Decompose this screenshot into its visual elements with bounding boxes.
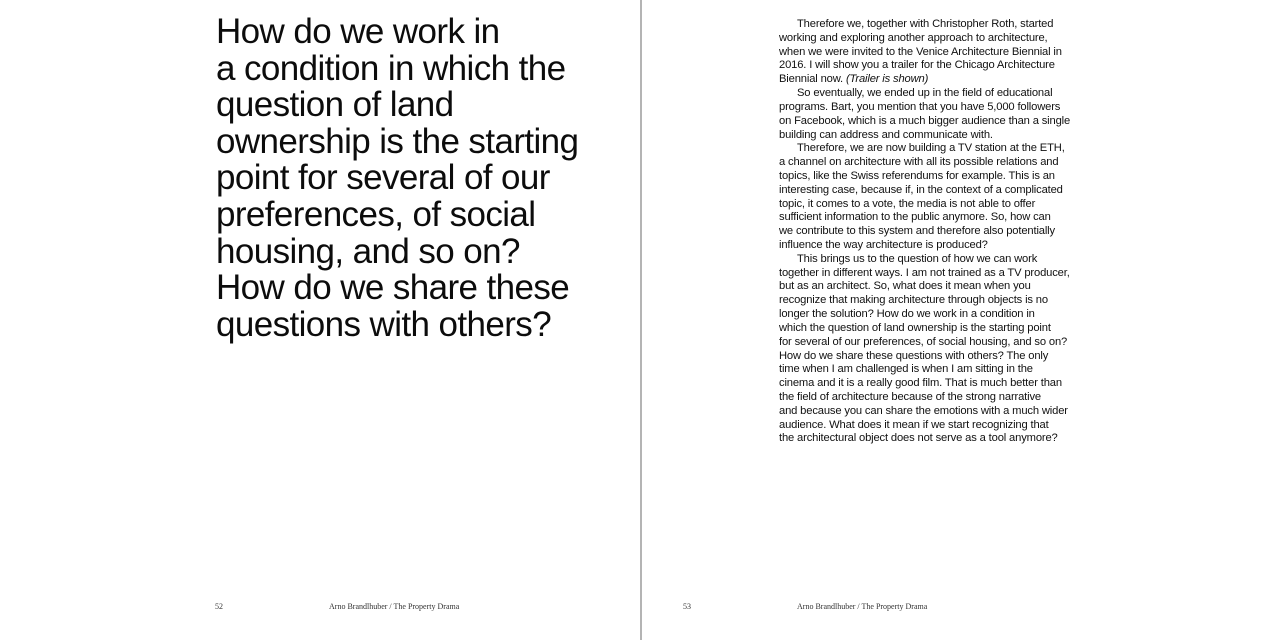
pull-quote-line: preferences, of social bbox=[216, 194, 536, 234]
text-line: topics, like the Swiss referendums for example. This is an bbox=[779, 169, 1055, 182]
page-number: 52 bbox=[215, 602, 223, 611]
body-text bbox=[779, 18, 1071, 446]
text-line: and because you can share the emotions with a much wider bbox=[779, 404, 1068, 417]
text-line: for several of our preferences, of social housing, and so on? bbox=[779, 335, 1068, 348]
paragraph bbox=[779, 87, 1071, 142]
text-line: Therefore, we are now building a TV station at the ETH, bbox=[797, 142, 1065, 155]
text-line: Therefore we, together with Christopher Roth, started bbox=[797, 18, 1054, 30]
paragraph bbox=[779, 18, 1071, 87]
text-line: building can address and communicate with. bbox=[779, 128, 993, 141]
text-fragment: Biennial now. bbox=[779, 73, 843, 86]
pull-quote-line: point for several of our bbox=[216, 158, 550, 198]
text-line: interesting case, because if, in the context of a complicated bbox=[779, 183, 1063, 196]
text-line: we contribute to this system and therefore also potentially bbox=[779, 225, 1055, 238]
text-line: when we were invited to the Venice Architecture Biennial in bbox=[779, 45, 1062, 58]
pull-quote-line: questions with others? bbox=[216, 304, 552, 344]
pull-quote-line: question of land bbox=[216, 85, 454, 125]
text-line: topic, it comes to a vote, the media is not able to offer bbox=[779, 197, 1036, 210]
text-line: the field of architecture because of the strong narrative bbox=[779, 390, 1041, 403]
text-line: together in different ways. I am not trained as a TV producer, bbox=[779, 266, 1070, 279]
pull-quote-line: How do we share these bbox=[216, 268, 570, 308]
text-line: longer the solution? How do we work in a condition in bbox=[779, 308, 1035, 321]
text-line bbox=[779, 73, 1071, 87]
paragraph bbox=[779, 142, 1071, 253]
pull-quote-line: How do we work in bbox=[216, 12, 500, 51]
text-line: 2016. I will show you a trailer for the Chicago Architecture bbox=[779, 59, 1055, 72]
pull-quote bbox=[216, 14, 616, 343]
right-page bbox=[642, 0, 1280, 640]
text-line: a channel on architecture with all its possible relations and bbox=[779, 156, 1059, 169]
text-line: programs. Bart, you mention that you have 5,000 followers bbox=[779, 100, 1061, 113]
text-line: audience. What does it mean if we start recognizing that bbox=[779, 418, 1049, 431]
text-line: which the question of land ownership is the starting point bbox=[779, 321, 1051, 334]
text-line: So eventually, we ended up in the field of educational bbox=[797, 87, 1053, 100]
text-line: but as an architect. So, what does it mean when you bbox=[779, 280, 1031, 293]
pull-quote-line: a condition in which the bbox=[216, 48, 566, 88]
text-line: How do we share these questions with others? The only bbox=[779, 349, 1049, 362]
text-line: the architectural object does not serve as a tool anymore? bbox=[779, 432, 1058, 445]
text-line: This brings us to the question of how we can work bbox=[797, 252, 1038, 265]
text-line: recognize that making architecture through objects is no bbox=[779, 294, 1048, 307]
running-title: Arno Brandlhuber / The Property Drama bbox=[329, 602, 460, 611]
paragraph bbox=[779, 253, 1071, 446]
page-number: 53 bbox=[683, 602, 691, 611]
pull-quote-line: ownership is the starting bbox=[216, 121, 579, 161]
running-title: Arno Brandlhuber / The Property Drama bbox=[797, 602, 928, 611]
stage-direction: (Trailer is shown) bbox=[845, 73, 929, 86]
text-line: cinema and it is a really good film. That is much better than bbox=[779, 377, 1062, 390]
text-line: time when I am challenged is when I am sitting in the bbox=[779, 363, 1033, 376]
text-line: on Facebook, which is a much bigger audience than a single bbox=[779, 114, 1071, 127]
text-line: sufficient information to the public anymore. So, how can bbox=[779, 211, 1051, 224]
pull-quote-line: housing, and so on? bbox=[216, 231, 520, 271]
text-line: influence the way architecture is produced? bbox=[779, 239, 988, 251]
text-line: working and exploring another approach to architecture, bbox=[779, 31, 1048, 44]
